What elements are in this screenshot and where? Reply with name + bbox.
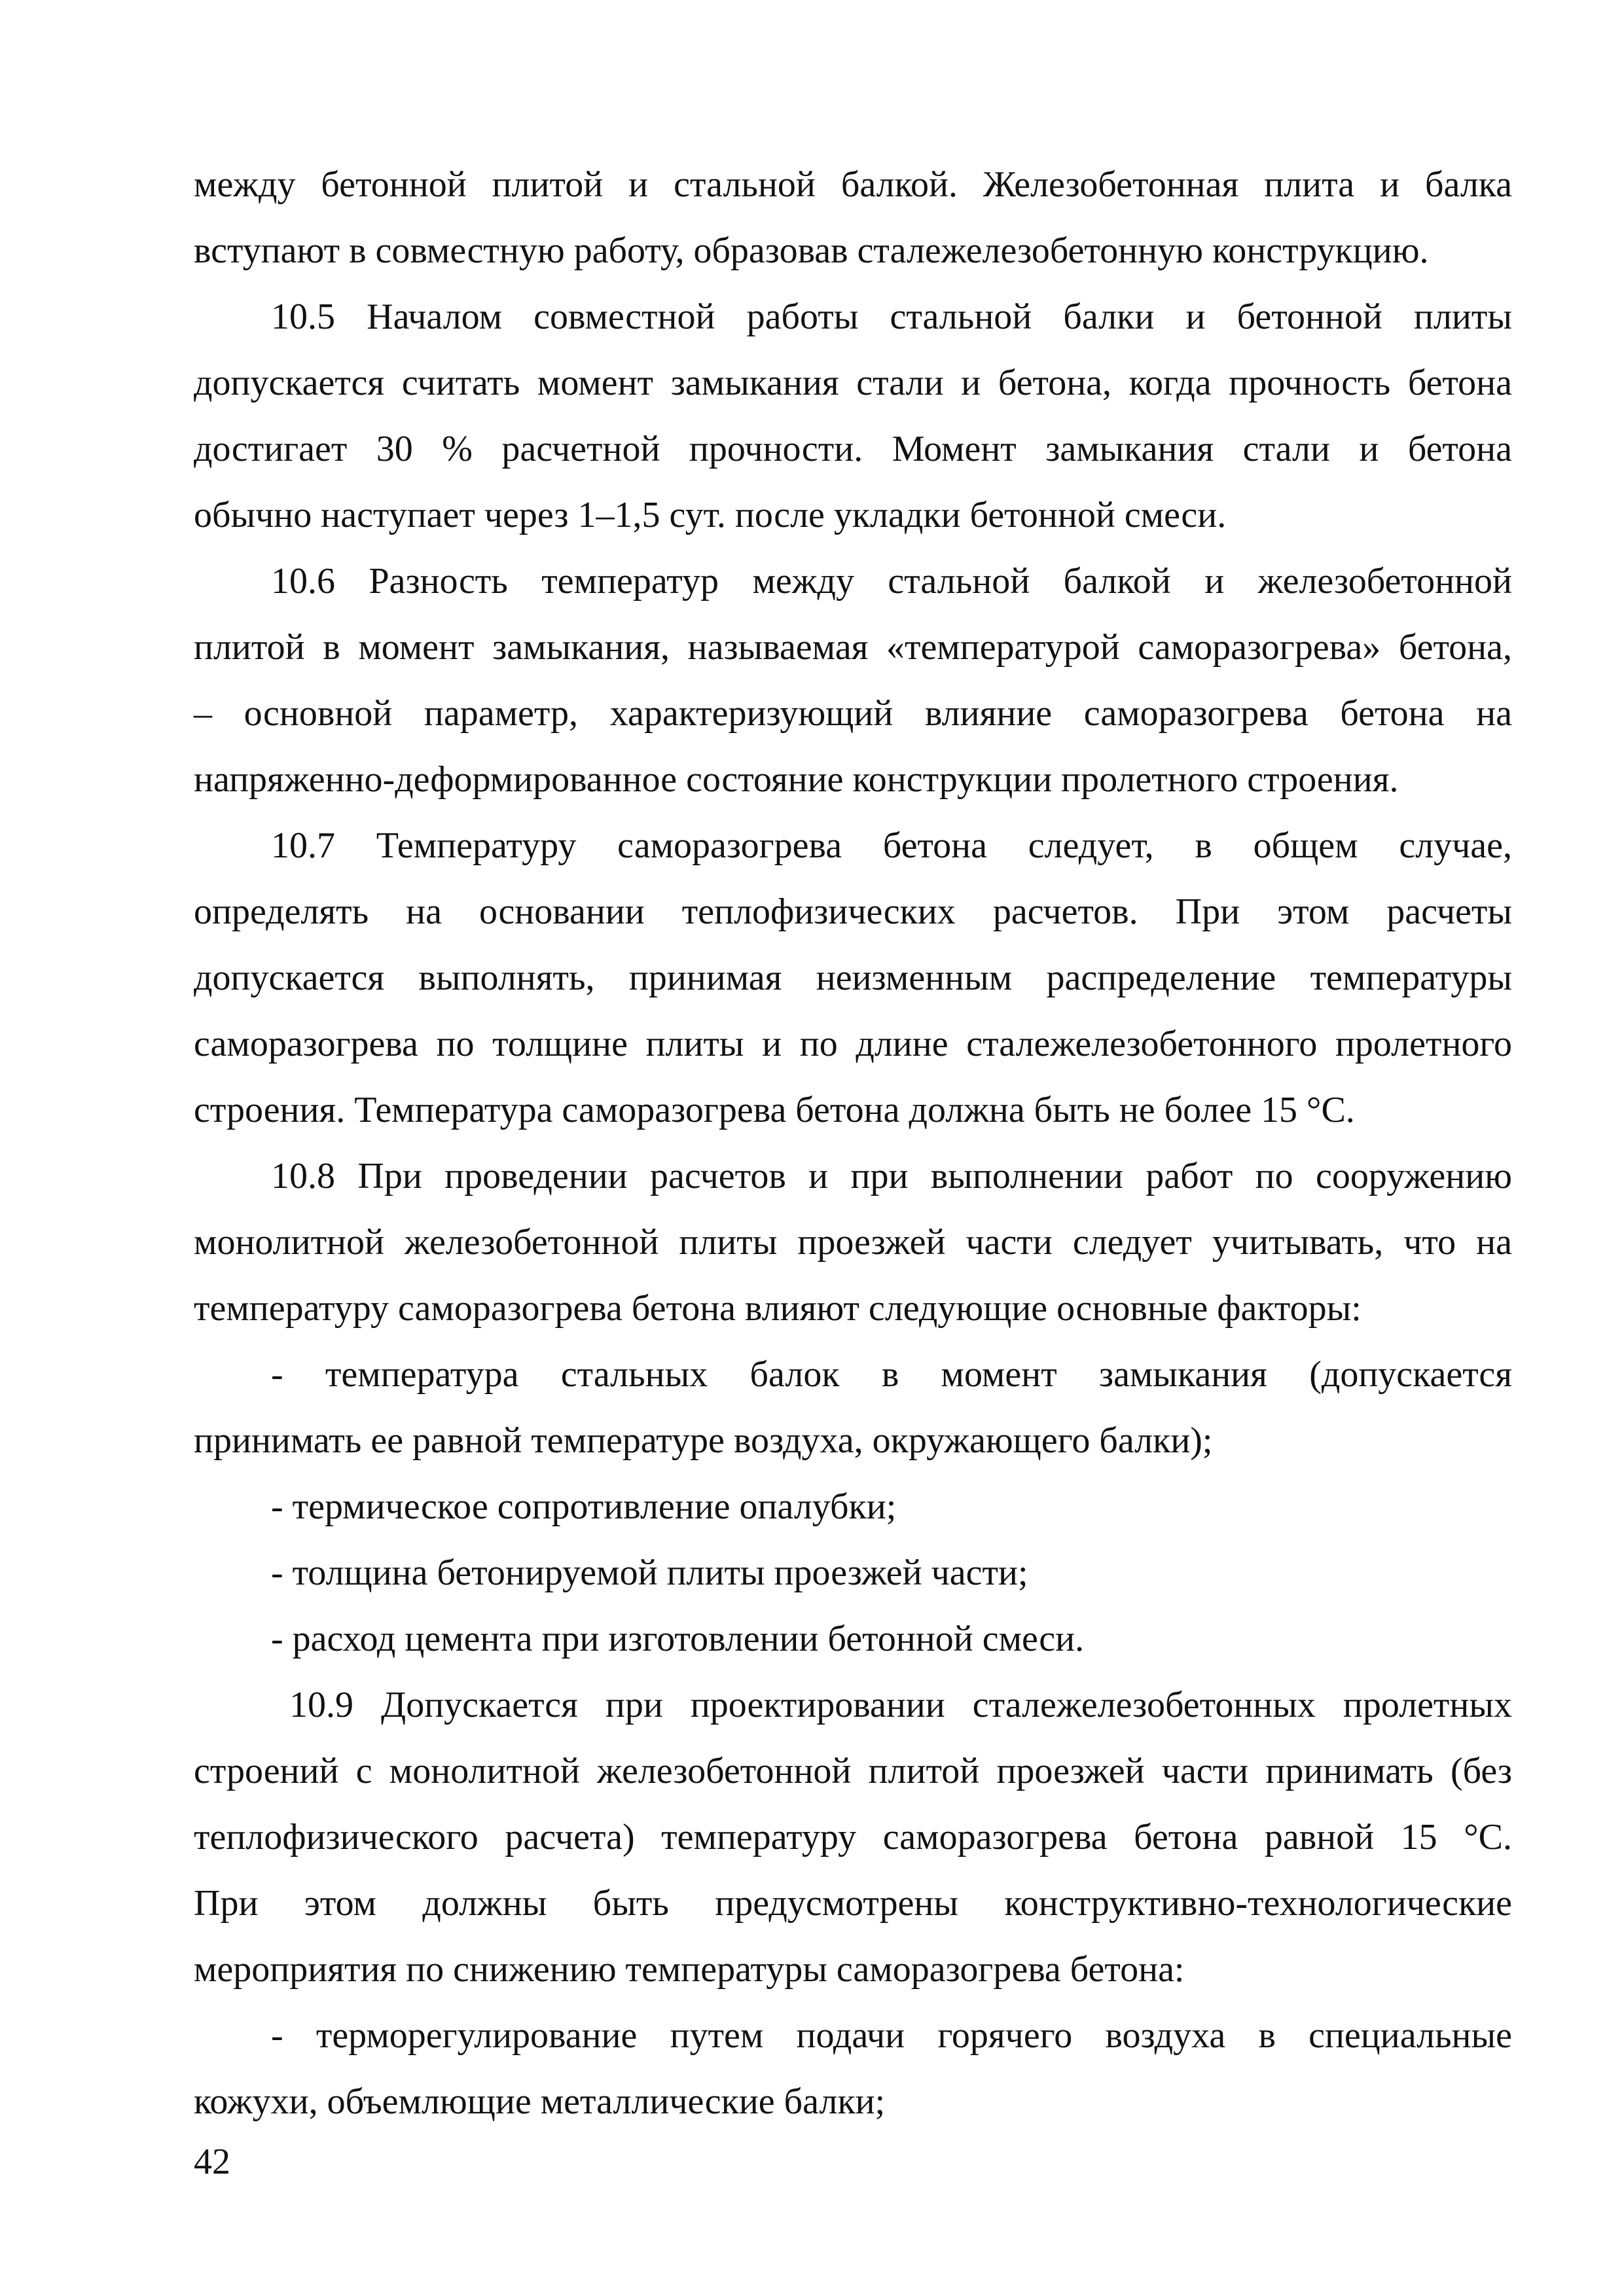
text-line: теплофизического расчета) температуру саморазогрева бетона равной 15 °С. xyxy=(194,1817,1512,1857)
text-line: допускается считать момент замыкания стали и бетона, когда прочность бетона xyxy=(194,363,1512,403)
text-line: принимать ее равной температуре воздуха, окружающего балки); xyxy=(194,1420,1213,1461)
clause-10-7-start: 10.7 Температуру саморазогрева бетона следует, в общем случае, xyxy=(271,825,1512,866)
text-line: между бетонной плитой и стальной балкой. Железобетонная плита и балка xyxy=(194,164,1512,205)
text-line: напряженно-деформированное состояние конструкции пролетного строения. xyxy=(194,759,1399,800)
text-line: При этом должны быть предусмотрены конструктивно-технологические xyxy=(194,1883,1512,1924)
list-item: - термическое сопротивление опалубки; xyxy=(271,1486,897,1527)
list-item: - толщина бетонируемой плиты проезжей части; xyxy=(271,1552,1028,1593)
text-line: допускается выполнять, принимая неизменным распределение температуры xyxy=(194,958,1512,998)
text-line: – основной параметр, характеризующий влияние саморазогрева бетона на xyxy=(194,693,1512,734)
text-line: строений с монолитной железобетонной плитой проезжей части принимать (без xyxy=(194,1751,1512,1791)
list-item: - расход цемента при изготовлении бетонной смеси. xyxy=(271,1619,1085,1659)
clause-10-5-start: 10.5 Началом совместной работы стальной балки и бетонной плиты xyxy=(271,296,1512,337)
text-line: достигает 30 % расчетной прочности. Момент замыкания стали и бетона xyxy=(194,429,1512,469)
document-body xyxy=(194,152,1512,2135)
page-number: 42 xyxy=(194,2142,230,2182)
text-line: температуру саморазогрева бетона влияют следующие основные факторы: xyxy=(194,1288,1362,1329)
clause-10-9-start: 10.9 Допускается при проектировании сталежелезобетонных пролетных xyxy=(289,1685,1512,1725)
list-item: - терморегулирование путем подачи горячего воздуха в специальные xyxy=(271,2015,1512,2056)
text-line: обычно наступает через 1–1,5 сут. после укладки бетонной смеси. xyxy=(194,495,1227,535)
text-line: плитой в момент замыкания, называемая «температурой саморазогрева» бетона, xyxy=(194,627,1512,668)
text-line: монолитной железобетонной плиты проезжей части следует учитывать, что на xyxy=(194,1222,1512,1263)
text-line: кожухи, объемлющие металлические балки; xyxy=(194,2081,886,2122)
text-line: определять на основании теплофизических расчетов. При этом расчеты xyxy=(194,891,1512,932)
list-item: - температура стальных балок в момент замыкания (допускается xyxy=(271,1354,1512,1395)
clause-10-8-start: 10.8 При проведении расчетов и при выполнении работ по сооружению xyxy=(271,1156,1512,1196)
clause-10-6-start: 10.6 Разность температур между стальной балкой и железобетонной xyxy=(271,561,1512,601)
text-line: строения. Температура саморазогрева бетона должна быть не более 15 °С. xyxy=(194,1090,1355,1130)
text-line: мероприятия по снижению температуры саморазогрева бетона: xyxy=(194,1949,1185,1990)
text-line: вступают в совместную работу, образовав сталежелезобетонную конструкцию. xyxy=(194,230,1429,271)
text-line: саморазогрева по толщине плиты и по длине сталежелезобетонного пролетного xyxy=(194,1024,1512,1064)
